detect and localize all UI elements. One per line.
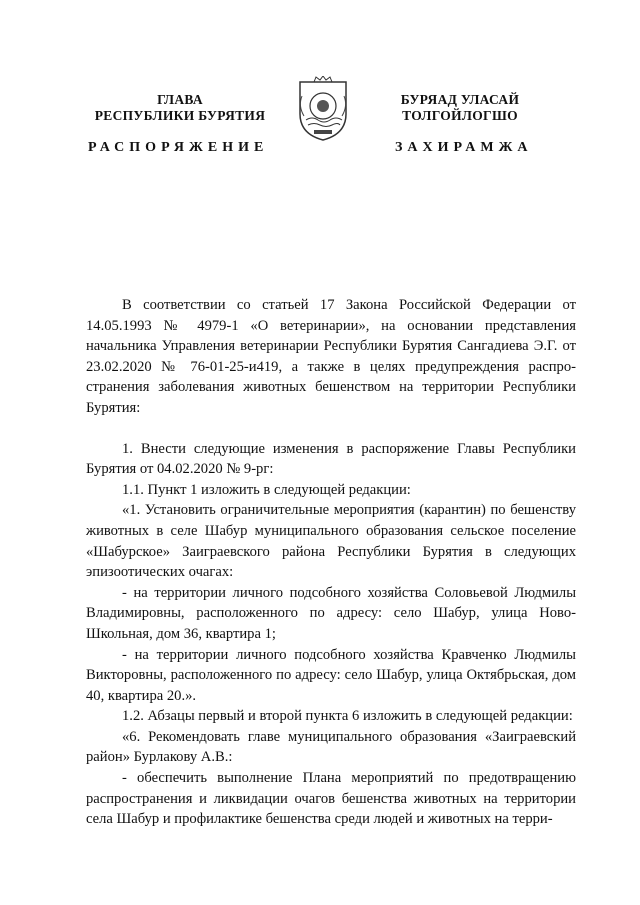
preamble-paragraph: В соответствии со статьей 17 Закона Российской Федерации от 14.05.1993 № 4979-1 «О ветеринарии», на основании представления начальника Управления ветеринарии Республики Бурятия Сангадиева Э.Г. от 23.02.2020 № 76-01-25-и419, а также в целях предупреждения распространения заболевания животных бешенством на территории Республики Бурятия: (86, 297, 576, 416)
header-left (80, 92, 280, 124)
paragraph-focus-2: - на территории личного подсобного хозяйства Кравченко Людмилы Викторовны, расположенного по адресу: село Шабур, улица Октябрьская, дом 40, квартира 20.». (86, 646, 576, 704)
paragraph-focus-1: - на территории личного подсобного хозяйства Соловьевой Людмилы Владимировны, расположенного по адресу: село Шабур, улица Ново-Школьная, дом 36, квартира 1; (86, 584, 576, 642)
paragraph-1-2: 1.2. Абзацы первый и второй пункта 6 изложить в следующей редакции: (122, 708, 573, 725)
document-type-ru: РАСПОРЯЖЕНИЕ (88, 140, 269, 155)
document-body (86, 295, 576, 830)
paragraph-6: «6. Рекомендовать главе муниципального образования «Заиграевский район» Бурлакову А.В.: (86, 728, 576, 766)
header-right-line-1: БУРЯАД УЛАСАЙ (400, 92, 520, 107)
header-left-line-1: ГЛАВА (157, 92, 203, 107)
document-type-bua: ЗАХИРАМЖА (395, 140, 533, 155)
header-right-line-2: ТОЛГОЙЛОГШО (402, 108, 518, 123)
paragraph-1: 1. Внести следующие изменения в распоряжение Главы Республики Бурятия от 04.02.2020 № 9-рг: (86, 440, 576, 478)
paragraph-1-1-text: «1. Установить ограничительные мероприятия (карантин) по бешенству животных в селе Шабур муниципального образования сельское поселение «Шабурское» Заиграевского района Республики Бурятия в следующих эпизоотических очагах: (86, 502, 576, 581)
header-right (360, 92, 560, 124)
header-left-line-2: РЕСПУБЛИКИ БУРЯТИЯ (94, 108, 266, 123)
paragraph-1-1: 1.1. Пункт 1 изложить в следующей редакции: (122, 481, 411, 498)
coat-of-arms-icon (296, 76, 350, 142)
paragraph-6-item: - обеспечить выполнение Плана мероприятий по предотвращению распространения и ликвидации очагов бешенства животных на территории села Шабур и профилактике бешенства среди людей и животных на терри- (86, 770, 576, 828)
